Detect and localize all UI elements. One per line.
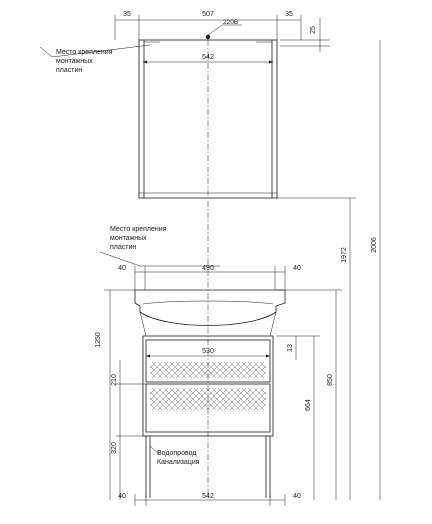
water-supply-label: Водопровод [157, 450, 197, 457]
hatch-line [150, 392, 168, 410]
mount-mirror-line3: пластин [56, 67, 83, 74]
mirror-left-margin-label: 35 [123, 11, 131, 18]
basin-width-label: 490 [202, 265, 214, 272]
mount-mirror-line1: Место крепления [56, 49, 113, 56]
mirror-right-margin-label: 35 [285, 11, 293, 18]
mirror-side-offset-dimension [280, 18, 330, 52]
hatch-line [248, 388, 266, 406]
right-vertical-dimensions [276, 40, 380, 500]
mount-cabinet-line3: пластин [110, 244, 137, 251]
mirror-top-dimension [115, 11, 301, 40]
socket-label: 220В [223, 19, 239, 26]
mount-cabinet-line1: Место крепления [110, 226, 167, 233]
basin-width-dimension [118, 265, 301, 290]
mirror-offset-label: 25 [310, 26, 317, 34]
mirror-bottom-height-label: 1972 [341, 247, 348, 263]
socket-icon [206, 35, 210, 39]
hatch-line [150, 388, 168, 406]
left-vertical-dimensions [95, 290, 146, 500]
plumbing-callout [150, 446, 200, 466]
install-height-label: 1250 [95, 332, 102, 348]
lower-drawer-height-label: 210 [111, 374, 118, 386]
drawers-height-label: 664 [305, 399, 312, 411]
cabinet-height-label: 850 [327, 374, 334, 386]
mount-cabinet-line2: монтажных [110, 235, 147, 242]
hatch-line [248, 392, 266, 410]
leg-height-label: 320 [111, 442, 118, 454]
base-width-dimension [118, 493, 301, 506]
mirror-top-width-label: 507 [202, 11, 214, 18]
base-right-label: 40 [293, 493, 301, 500]
drawer-gap-label: 13 [287, 344, 294, 352]
wash-basin [135, 290, 285, 336]
basin-left-label: 40 [118, 265, 126, 272]
basin-right-label: 40 [293, 265, 301, 272]
mirror-width-label: 542 [202, 54, 214, 61]
total-height-label: 2006 [371, 237, 378, 253]
mount-mirror-line2: монтажных [56, 58, 93, 65]
base-left-label: 40 [118, 493, 126, 500]
drawer-width-label: 530 [202, 348, 214, 355]
base-width-label: 542 [202, 493, 214, 500]
sewer-label: Канализация [157, 459, 200, 466]
vanity-mount-callout [100, 226, 220, 266]
mirror-mount-callout [40, 45, 150, 74]
